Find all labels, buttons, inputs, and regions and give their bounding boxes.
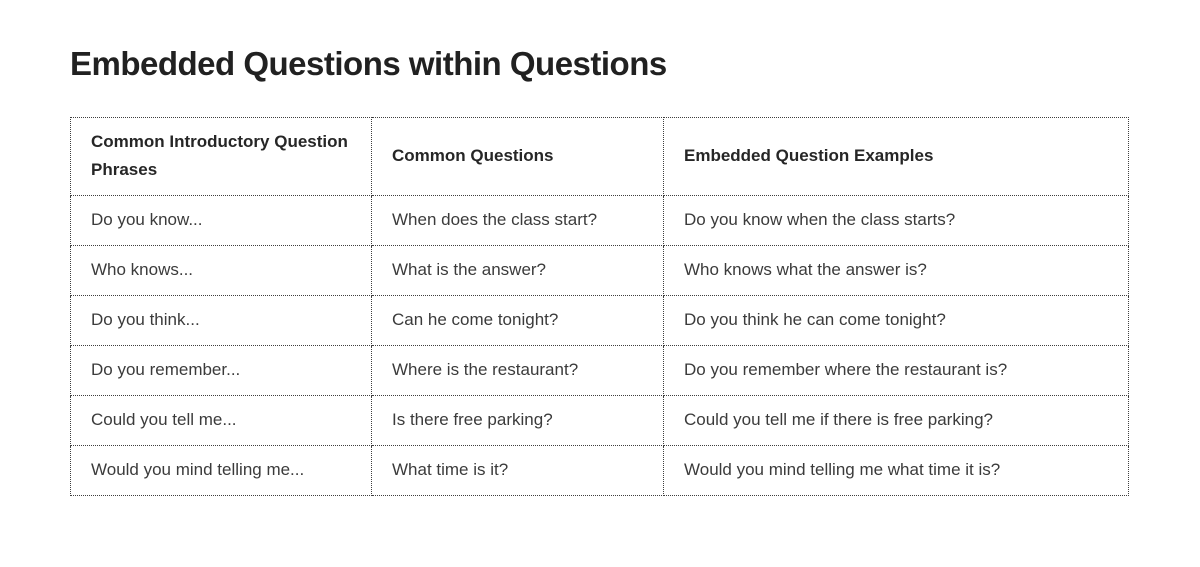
embedded-example-cell: Could you tell me if there is free parking? <box>664 395 1129 445</box>
table-row <box>71 295 1129 345</box>
table-row <box>71 245 1129 295</box>
page-title: Embedded Questions within Questions <box>70 45 667 82</box>
embedded-example-cell: Who knows what the answer is? <box>664 245 1129 295</box>
embedded-example-cell: Do you know when the class starts? <box>664 195 1129 245</box>
intro-phrase-cell: Do you remember... <box>71 345 372 395</box>
table-row <box>71 345 1129 395</box>
column-header-embedded-examples: Embedded Question Examples <box>664 117 1129 195</box>
column-header-intro-phrases: Common Introductory Question Phrases <box>71 117 372 195</box>
intro-phrase-cell: Could you tell me... <box>71 395 372 445</box>
table-row <box>71 395 1129 445</box>
column-header-common-questions: Common Questions <box>372 117 664 195</box>
common-question-cell: Where is the restaurant? <box>372 345 664 395</box>
embedded-example-cell: Would you mind telling me what time it is? <box>664 445 1129 495</box>
common-question-cell: What is the answer? <box>372 245 664 295</box>
common-question-cell: What time is it? <box>372 445 664 495</box>
common-question-cell: When does the class start? <box>372 195 664 245</box>
questions-table <box>70 117 1129 496</box>
common-question-cell: Is there free parking? <box>372 395 664 445</box>
embedded-example-cell: Do you remember where the restaurant is? <box>664 345 1129 395</box>
embedded-example-cell: Do you think he can come tonight? <box>664 295 1129 345</box>
header-row <box>71 117 1129 195</box>
table-row <box>71 195 1129 245</box>
intro-phrase-cell: Who knows... <box>71 245 372 295</box>
common-question-cell: Can he come tonight? <box>372 295 664 345</box>
intro-phrase-cell: Would you mind telling me... <box>71 445 372 495</box>
intro-phrase-cell: Do you think... <box>71 295 372 345</box>
intro-phrase-cell: Do you know... <box>71 195 372 245</box>
table-row <box>71 445 1129 495</box>
